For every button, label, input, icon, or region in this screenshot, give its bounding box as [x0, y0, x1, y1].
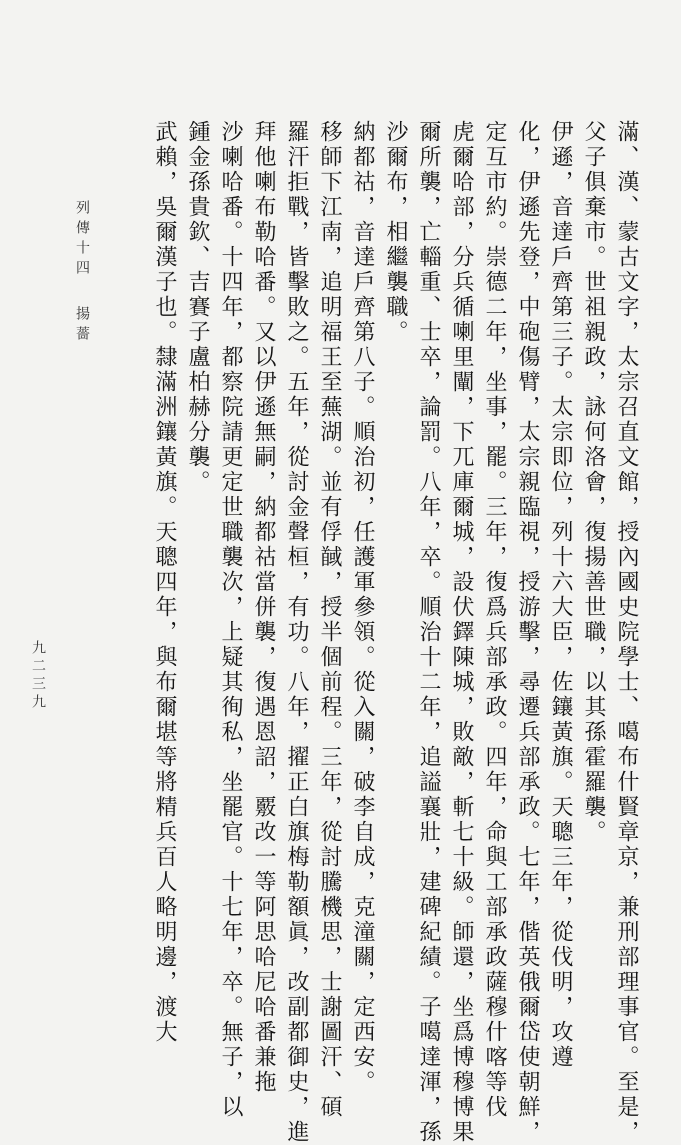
- text-column: 滿、漢、蒙古文字，太宗召直文館，授內國史院學士、噶布什賢章京，兼刑部理事官。至是，: [614, 120, 639, 1145]
- chapter-title: 列傳十四: [74, 200, 90, 280]
- text-column: 拜他喇布勒哈番。又以伊遜無嗣，納都祜當併襲，復遇恩詔，覈改一等阿思哈尼哈番兼拖: [251, 120, 276, 1095]
- text-column: 武賴，吳爾漢子也。隸滿洲鑲黃旗。天聰四年，與布爾堪等將精兵百人略明邊，渡大: [152, 120, 177, 1045]
- text-column: 虎爾哈部，分兵循喇里闡，下兀庫爾城，設伏鐸陳城，敗敵，斬七十級。師還，坐爲博穆博果: [449, 120, 474, 1145]
- text-column: 定互市約。崇德二年，坐事，罷。三年，復爲兵部承政。四年，命與工部承政薩穆什喀等伐: [482, 120, 507, 1120]
- text-column: 納都祜，音達戶齊第八子。順治初，任護軍參領。從入關，破李自成，克潼關，定西安。: [350, 120, 375, 1095]
- chapter-subtitle: 揚薔: [74, 306, 90, 346]
- text-column: 移師下江南，追明福王至蕪湖。並有俘馘，授半個前程。三年，從討騰機思，士謝圖汗、碩: [317, 120, 342, 1120]
- text-column: 鍾金孫貴欽、吉賽子盧柏赫分襲。: [185, 120, 210, 495]
- text-column: 羅汗拒戰，皆擊敗之。五年，從討金聲桓，有功。八年，擢正白旗梅勒額眞，改副都御史，進: [284, 120, 309, 1145]
- text-column: 沙爾布，相繼襲職。: [383, 120, 408, 345]
- text-column: 伊遜，音達戶齊第三子。太宗即位，列十六大臣，佐鑲黃旗。天聰三年，從伐明，攻遵: [548, 120, 573, 1070]
- page-number: 九二三九: [30, 640, 46, 712]
- text-column: 爾所襲，亡輜重、士卒，論罰。八年，卒。順治十二年，追謚襄壯，建碑紀績。子噶達渾，孫: [416, 120, 441, 1145]
- running-header: [72, 200, 92, 346]
- text-column: 化，伊遜先登，中砲傷臂，太宗親臨視，授游擊，尋遷兵部承政。七年，偕英俄爾岱使朝鮮，: [515, 120, 540, 1145]
- text-column: 父子俱棄市。世祖親政，詠何洛會，復揚善世職，以其孫霍羅襲。: [581, 120, 606, 845]
- text-column: 沙喇哈番。十四年，都察院請更定世職襲次，上疑其徇私，坐罷官。十七年，卒。無子，以: [218, 120, 243, 1120]
